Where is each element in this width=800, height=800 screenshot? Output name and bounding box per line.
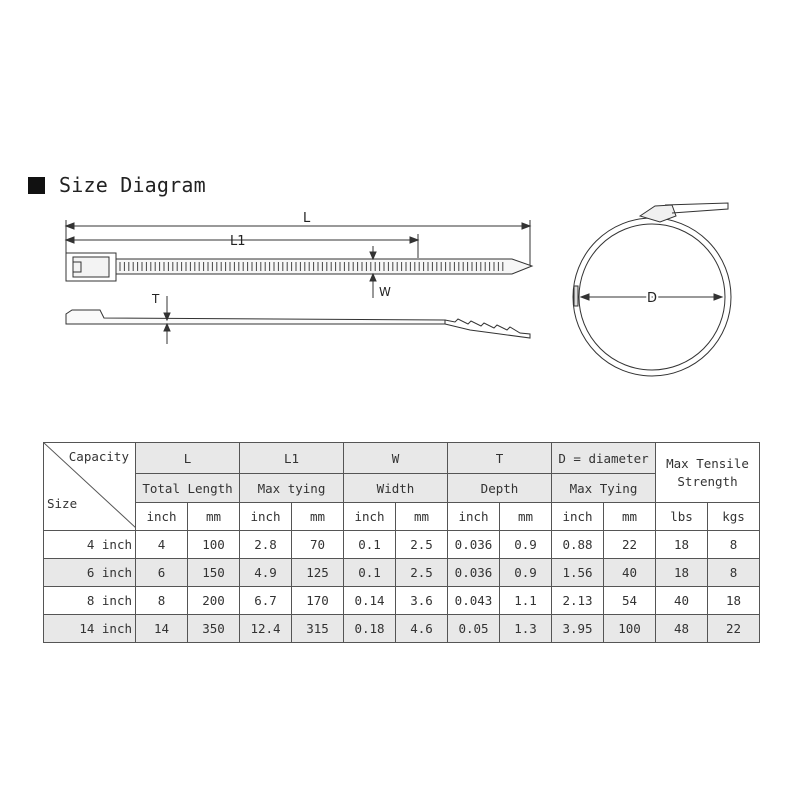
label-w: W: [379, 285, 391, 299]
header-row-units: [44, 503, 760, 531]
unit-cell: kgs: [708, 503, 760, 531]
size-label: Size: [47, 496, 78, 511]
table-cell: 70: [292, 531, 344, 559]
table-cell: 18: [656, 531, 708, 559]
table-cell: 0.1: [344, 559, 396, 587]
table-cell: 18: [656, 559, 708, 587]
table-cell: 315: [292, 615, 344, 643]
table-cell: 0.18: [344, 615, 396, 643]
label-d: D: [647, 291, 658, 306]
unit-cell: mm: [396, 503, 448, 531]
unit-cell: inch: [344, 503, 396, 531]
table-cell: 200: [188, 587, 240, 615]
group-name: Width: [344, 474, 448, 503]
capacity-label: Capacity: [68, 449, 129, 464]
unit-cell: inch: [136, 503, 188, 531]
unit-cell: inch: [240, 503, 292, 531]
table-cell: 22: [604, 531, 656, 559]
table-cell: 40: [656, 587, 708, 615]
table-cell: 100: [604, 615, 656, 643]
group-symbol: L: [136, 443, 240, 474]
label-t: T: [152, 292, 160, 306]
unit-cell: lbs: [656, 503, 708, 531]
table-cell: 125: [292, 559, 344, 587]
header-row-names: [44, 474, 760, 503]
table-cell: 2.5: [396, 531, 448, 559]
table-cell: 0.05: [448, 615, 500, 643]
group-symbol: T: [448, 443, 552, 474]
table-cell: 14: [136, 615, 188, 643]
tensile-line1: Max Tensile: [666, 455, 749, 471]
group-symbol: D = diameter: [552, 443, 656, 474]
table-cell: 170: [292, 587, 344, 615]
unit-cell: inch: [448, 503, 500, 531]
table-cell: 3.95: [552, 615, 604, 643]
table-cell: 2.13: [552, 587, 604, 615]
table-cell: 48: [656, 615, 708, 643]
table-cell: 0.14: [344, 587, 396, 615]
table-cell: 1.1: [500, 587, 552, 615]
table-cell: 40: [604, 559, 656, 587]
row-size: 14 inch: [44, 615, 136, 643]
table-cell: 8: [708, 531, 760, 559]
table-cell: 0.043: [448, 587, 500, 615]
cable-tie-loop-view: [573, 203, 731, 376]
tensile-header: [656, 443, 760, 503]
table-cell: 22: [708, 615, 760, 643]
group-name: Max Tying: [552, 474, 656, 503]
table-cell: 0.036: [448, 531, 500, 559]
cable-tie-top-view: [66, 253, 532, 281]
table-cell: 2.5: [396, 559, 448, 587]
table-cell: 0.88: [552, 531, 604, 559]
row-size: 4 inch: [44, 531, 136, 559]
label-l1: L1: [230, 234, 246, 249]
row-size: 8 inch: [44, 587, 136, 615]
table-cell: 150: [188, 559, 240, 587]
table-cell: 6.7: [240, 587, 292, 615]
unit-cell: mm: [500, 503, 552, 531]
table-corner-cell: [44, 443, 136, 531]
cable-tie-side-view: [66, 310, 530, 338]
table-cell: 54: [604, 587, 656, 615]
unit-cell: mm: [604, 503, 656, 531]
header-row-symbols: [44, 443, 760, 474]
table-row: [44, 587, 760, 615]
table-cell: 4: [136, 531, 188, 559]
table-cell: 350: [188, 615, 240, 643]
group-name: Max tying: [240, 474, 344, 503]
table-cell: 4.9: [240, 559, 292, 587]
table-cell: 1.56: [552, 559, 604, 587]
table-cell: 6: [136, 559, 188, 587]
group-symbol: W: [344, 443, 448, 474]
unit-cell: mm: [292, 503, 344, 531]
table-cell: 0.1: [344, 531, 396, 559]
size-table: [43, 442, 760, 643]
table-cell: 0.036: [448, 559, 500, 587]
table-cell: 8: [136, 587, 188, 615]
group-symbol: L1: [240, 443, 344, 474]
table-cell: 1.3: [500, 615, 552, 643]
group-name: Depth: [448, 474, 552, 503]
table-cell: 3.6: [396, 587, 448, 615]
label-l: L: [303, 211, 311, 226]
table-row: [44, 531, 760, 559]
table-cell: 12.4: [240, 615, 292, 643]
table-cell: 4.6: [396, 615, 448, 643]
table-row: [44, 559, 760, 587]
tensile-line2: Strength: [677, 473, 738, 489]
table-cell: 0.9: [500, 559, 552, 587]
size-table-wrapper: [43, 442, 760, 643]
unit-cell: mm: [188, 503, 240, 531]
group-name: Total Length: [136, 474, 240, 503]
unit-cell: inch: [552, 503, 604, 531]
row-size: 6 inch: [44, 559, 136, 587]
table-cell: 2.8: [240, 531, 292, 559]
table-cell: 8: [708, 559, 760, 587]
table-cell: 18: [708, 587, 760, 615]
table-cell: 0.9: [500, 531, 552, 559]
heading-title: Size Diagram: [59, 173, 206, 197]
table-row: [44, 615, 760, 643]
table-cell: 100: [188, 531, 240, 559]
